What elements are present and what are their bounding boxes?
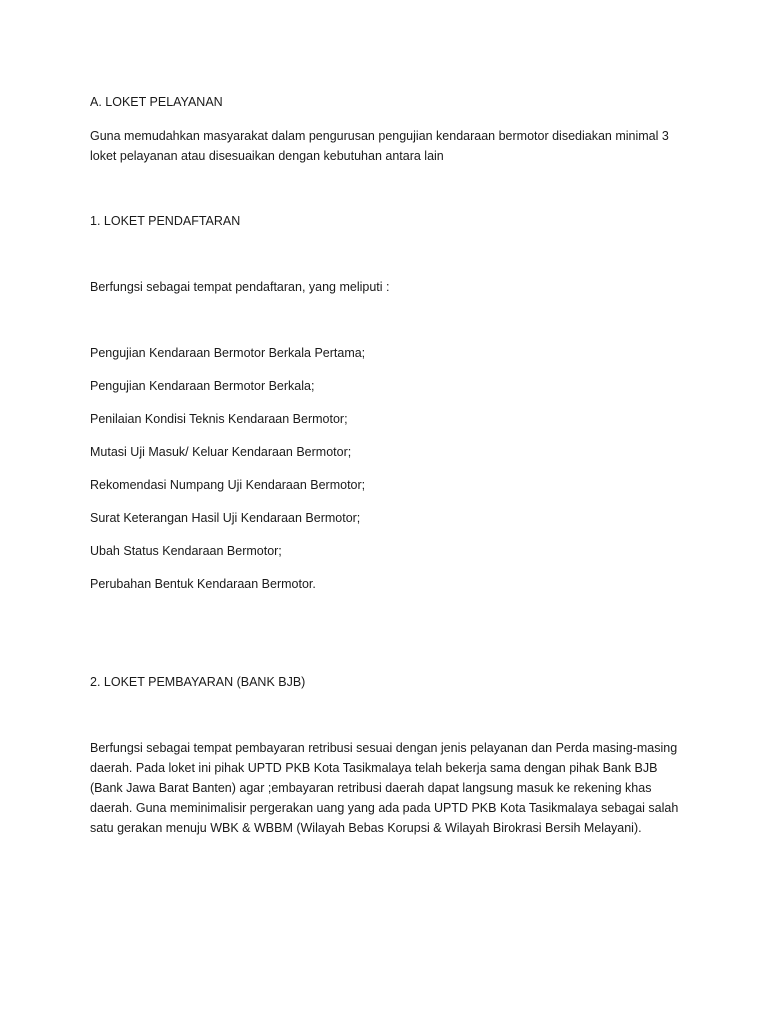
list-item: Surat Keterangan Hasil Uji Kendaraan Bermotor; (90, 511, 361, 525)
list-item: Perubahan Bentuk Kendaraan Bermotor. (90, 577, 316, 591)
body-line: daerah. Pada loket ini pihak UPTD PKB Kota Tasikmalaya telah bekerja sama dengan pihak Bank BJB (90, 761, 658, 775)
intro-line: Guna memudahkan masyarakat dalam pengurusan pengujian kendaraan bermotor disediakan minimal 3 (90, 129, 669, 143)
intro-line: loket pelayanan atau disesuaikan dengan kebutuhan antara lain (90, 149, 444, 163)
list-item: Penilaian Kondisi Teknis Kendaraan Bermotor; (90, 412, 348, 426)
list-item: Pengujian Kendaraan Bermotor Berkala; (90, 379, 315, 393)
list-item: Rekomendasi Numpang Uji Kendaraan Bermotor; (90, 478, 366, 492)
body-line: satu gerakan menuju WBK & WBBM (Wilayah Bebas Korupsi & Wilayah Birokrasi Bersih Melayani). (90, 821, 642, 835)
list-item: Mutasi Uji Masuk/ Keluar Kendaraan Bermotor; (90, 445, 352, 459)
section-2-body (90, 738, 678, 838)
body-line: daerah. Guna meminimalisir pergerakan uang yang ada pada UPTD PKB Kota Tasikmalaya sebagai salah (90, 801, 679, 815)
section-a-heading: A. LOKET PELAYANAN (90, 95, 223, 109)
section-1-lead: Berfungsi sebagai tempat pendaftaran, yang meliputi : (90, 280, 390, 294)
body-line: Berfungsi sebagai tempat pembayaran retribusi sesuai dengan jenis pelayanan dan Perda masing-masing (90, 741, 678, 755)
body-line: (Bank Jawa Barat Banten) agar ;embayaran retribusi daerah dapat langsung masuk ke rekening khas (90, 781, 652, 795)
section-2-heading: 2. LOKET PEMBAYARAN (BANK BJB) (90, 675, 306, 689)
section-1-heading: 1. LOKET PENDAFTARAN (90, 214, 241, 228)
list-item: Pengujian Kendaraan Bermotor Berkala Pertama; (90, 346, 366, 360)
section-a-intro (90, 126, 669, 166)
list-item: Ubah Status Kendaraan Bermotor; (90, 544, 282, 558)
